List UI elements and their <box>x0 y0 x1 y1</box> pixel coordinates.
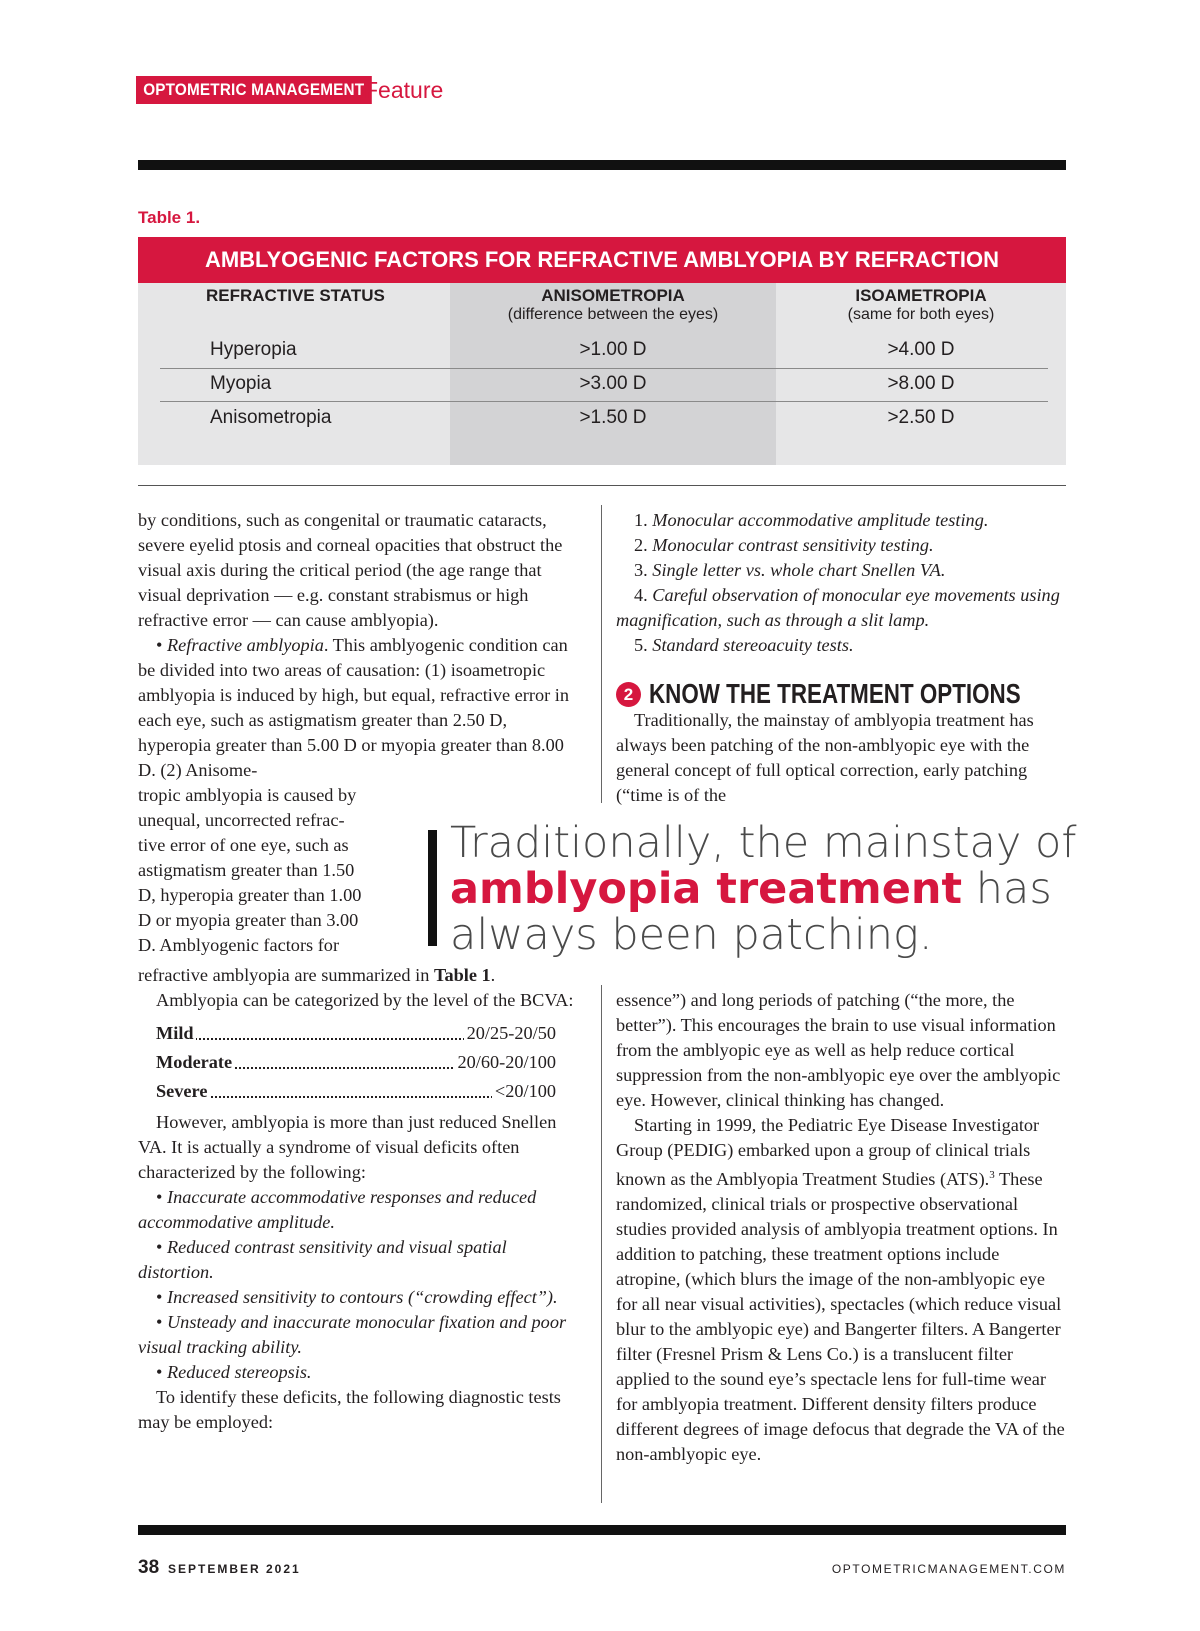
section-label: Feature <box>364 77 444 103</box>
table-cell-iso: >2.50 D <box>887 407 955 428</box>
test-text: Careful observation of monocular eye movements using magnification, such as through a slit lamp. <box>616 585 1060 630</box>
wrapped-line: astigmatism greater than 1.50 <box>138 860 355 880</box>
pedig-paragraph <box>616 1113 1066 1467</box>
bcva-row <box>156 1019 556 1048</box>
deficit-text: Increased sensitivity to contours (“crowding effect”). <box>166 1287 558 1307</box>
treatment-intro <box>616 708 1066 808</box>
test-text: Standard stereoacuity tests. <box>652 635 854 655</box>
summary-line <box>138 963 578 988</box>
table-cell-iso: >4.00 D <box>887 339 955 360</box>
deficit-item: • Increased sensitivity to contours (“crowding effect”). <box>156 1287 558 1307</box>
heading-number-badge: 2 <box>616 682 641 707</box>
deficit-text: Inaccurate accommodative responses and reduced accommodative amplitude. <box>138 1187 537 1232</box>
table-caption: Table 1. <box>138 208 201 227</box>
paragraph-text: . This amblyogenic condition can be divided into two areas of causation: (1) isoametropic amblyopia is induced by high, but equal, refractive error in each eye, such as astigmatism greater than 2.50 D, hyperopia greater than 5.00 D or myopia greater than 8.00 D. (2) Anisome- <box>138 635 569 780</box>
deficit-text: Reduced stereopsis. <box>166 1362 312 1382</box>
right-column-top <box>616 508 1066 658</box>
table-header-iso-sub: (same for both eyes) <box>847 306 995 323</box>
wrapped-line: D, hyperopia greater than 1.00 <box>138 885 362 905</box>
table-header-aniso-sub: (difference between the eyes) <box>507 306 719 323</box>
paragraph-text: These randomized, clinical trials or prospective observational studies provided analysis of amblyopia treatment options. In addition to patching, these treatment options include atropine, (which blurs the image of the non-amblyopic eye for all near visual activities), spectacles (which reduce visual blur to the amblyopic eye) and Bangerter filters. A Bangerter filter (Fresnel Prism & Lens Co.) is a translucent filter applied to the sound eye’s spectacle lens for full-time wear for amblyopia treatment. Different density filters produce different degrees of image defocus that degrade the VA of the non-amblyopic eye. <box>616 1169 1065 1465</box>
test-number: 5. <box>634 635 648 655</box>
summary-end: . <box>490 965 496 985</box>
summary-text: refractive amblyopia are summarized in <box>138 965 430 985</box>
bcva-intro: Amblyopia can be categorized by the level of the BCVA: <box>156 990 574 1010</box>
pull-quote-text: has always been patching. <box>450 864 1052 960</box>
pull-quote-bar <box>428 830 437 946</box>
table-cell-iso: >8.00 D <box>887 373 955 394</box>
refractive-amblyopia-paragraph <box>138 633 578 783</box>
column-divider <box>601 985 602 1503</box>
deficit-item: • Inaccurate accommodative responses and reduced accommodative amplitude. <box>138 1187 537 1232</box>
table-row-divider <box>160 401 1048 402</box>
test-number: 2. <box>634 535 648 555</box>
table-row-divider <box>160 368 1048 369</box>
top-rule <box>138 160 1066 170</box>
bcva-level: Mild <box>156 1019 196 1048</box>
table-cell-aniso: >1.00 D <box>579 339 647 360</box>
pull-quote-highlight: amblyopia treatment <box>450 864 963 914</box>
bullet: • <box>156 635 163 655</box>
table-title: AMBLYOGENIC FACTORS FOR REFRACTIVE AMBLYOPIA BY REFRACTION <box>138 237 1066 283</box>
column-divider <box>601 505 602 803</box>
body-paragraph: However, amblyopia is more than just reduced Snellen VA. It is actually a syndrome of visual deficits often characterized by the following: <box>138 1112 557 1182</box>
test-text: Monocular contrast sensitivity testing. <box>652 535 934 555</box>
term: Refractive amblyopia <box>166 635 324 655</box>
test-number: 3. <box>634 560 648 580</box>
table-cell-status: Myopia <box>210 373 272 394</box>
brand-label: OPTOMETRIC MANAGEMENT <box>136 76 372 104</box>
page-number: 38 <box>138 1557 160 1578</box>
paragraph-text: Starting in 1999, the Pediatric Eye Disease Investigator Group (PEDIG) embarked upon a group of clinical trials known as the Amblyopia Treatment Studies (ATS). <box>616 1115 1040 1190</box>
deficit-text: Reduced contrast sensitivity and visual spatial distortion. <box>138 1237 507 1282</box>
bcva-range: 20/60-20/100 <box>454 1048 556 1077</box>
wrapped-line: D or myopia greater than 3.00 <box>138 910 359 930</box>
bcva-row <box>156 1048 556 1077</box>
website-url: OPTOMETRICMANAGEMENT.COM <box>831 1562 1066 1576</box>
test-item <box>616 533 1066 558</box>
wrapped-line: unequal, uncorrected refrac- <box>138 810 345 830</box>
test-item <box>616 633 1066 658</box>
test-number: 1. <box>634 510 648 530</box>
refraction-table <box>138 237 1066 465</box>
wrapped-line: tive error of one eye, such as <box>138 835 349 855</box>
body-paragraph: To identify these deficits, the following diagnostic tests may be employed: <box>138 1387 561 1432</box>
bcva-level: Moderate <box>156 1048 234 1077</box>
pull-quote <box>450 820 1090 958</box>
wrapped-line: D. Amblyogenic factors for <box>138 935 340 955</box>
table-header-status: REFRACTIVE STATUS <box>206 286 385 305</box>
wrapped-line: tropic amblyopia is caused by <box>138 785 357 805</box>
citation-superscript: 3 <box>989 1169 995 1181</box>
section-heading <box>616 678 1114 710</box>
table-header-aniso-label: ANISOMETROPIA <box>541 286 685 305</box>
right-column-bottom <box>616 988 1066 1467</box>
table-cell-aniso: >1.50 D <box>579 407 647 428</box>
bcva-level: Severe <box>156 1077 209 1106</box>
table-header-iso-label: ISOAMETROPIA <box>855 286 987 305</box>
table-cell-aniso: >3.00 D <box>579 373 647 394</box>
test-text: Single letter vs. whole chart Snellen VA. <box>652 560 946 580</box>
section-rule <box>138 485 1066 486</box>
deficit-item: • Reduced stereopsis. <box>156 1362 312 1382</box>
table-cell-status: Hyperopia <box>210 339 297 360</box>
heading-text: KNOW THE TREATMENT OPTIONS <box>649 678 1021 709</box>
test-number: 4. <box>634 585 648 605</box>
test-text: Monocular accommodative amplitude testing. <box>652 510 989 530</box>
bcva-range: 20/25-20/50 <box>464 1019 556 1048</box>
body-paragraph: by conditions, such as congenital or traumatic cataracts, severe eyelid ptosis and corneal opacities that obstruct the visual axis during the critical period (the age range that visual deprivation — e.g. constant strabismus or high refractive error — can cause amblyopia). <box>138 510 563 630</box>
test-item <box>616 583 1066 633</box>
deficit-text: Unsteady and inaccurate monocular fixation and poor visual tracking ability. <box>138 1312 567 1357</box>
table-reference: Table 1 <box>433 965 491 985</box>
deficit-item: • Unsteady and inaccurate monocular fixation and poor visual tracking ability. <box>138 1312 567 1357</box>
test-item <box>616 508 1066 533</box>
body-paragraph: Traditionally, the mainstay of amblyopia treatment has always been patching of the non-amblyopic eye with the general concept of full optical correction, early patching (“time is of the <box>616 710 1034 805</box>
test-item <box>616 558 1066 583</box>
bcva-range: <20/100 <box>492 1077 556 1106</box>
bcva-row <box>156 1077 556 1106</box>
bottom-rule <box>138 1525 1066 1535</box>
deficit-item: • Reduced contrast sensitivity and visual spatial distortion. <box>138 1237 507 1282</box>
pull-quote-text: Traditionally, the mainstay of <box>450 818 1077 868</box>
issue-date: SEPTEMBER 2021 <box>168 1562 301 1576</box>
body-paragraph: essence”) and long periods of patching (“the more, the better”). This encourages the brain to use visual information from the amblyopic eye as well as help reduce cortical suppression from the non-amblyopic eye over the amblyopic eye. However, clinical thinking has changed. <box>616 990 1061 1110</box>
table-header-iso <box>776 286 1066 324</box>
table-header-aniso <box>450 286 776 324</box>
table-cell-status: Anisometropia <box>210 407 332 428</box>
left-column-bottom <box>138 963 578 1435</box>
